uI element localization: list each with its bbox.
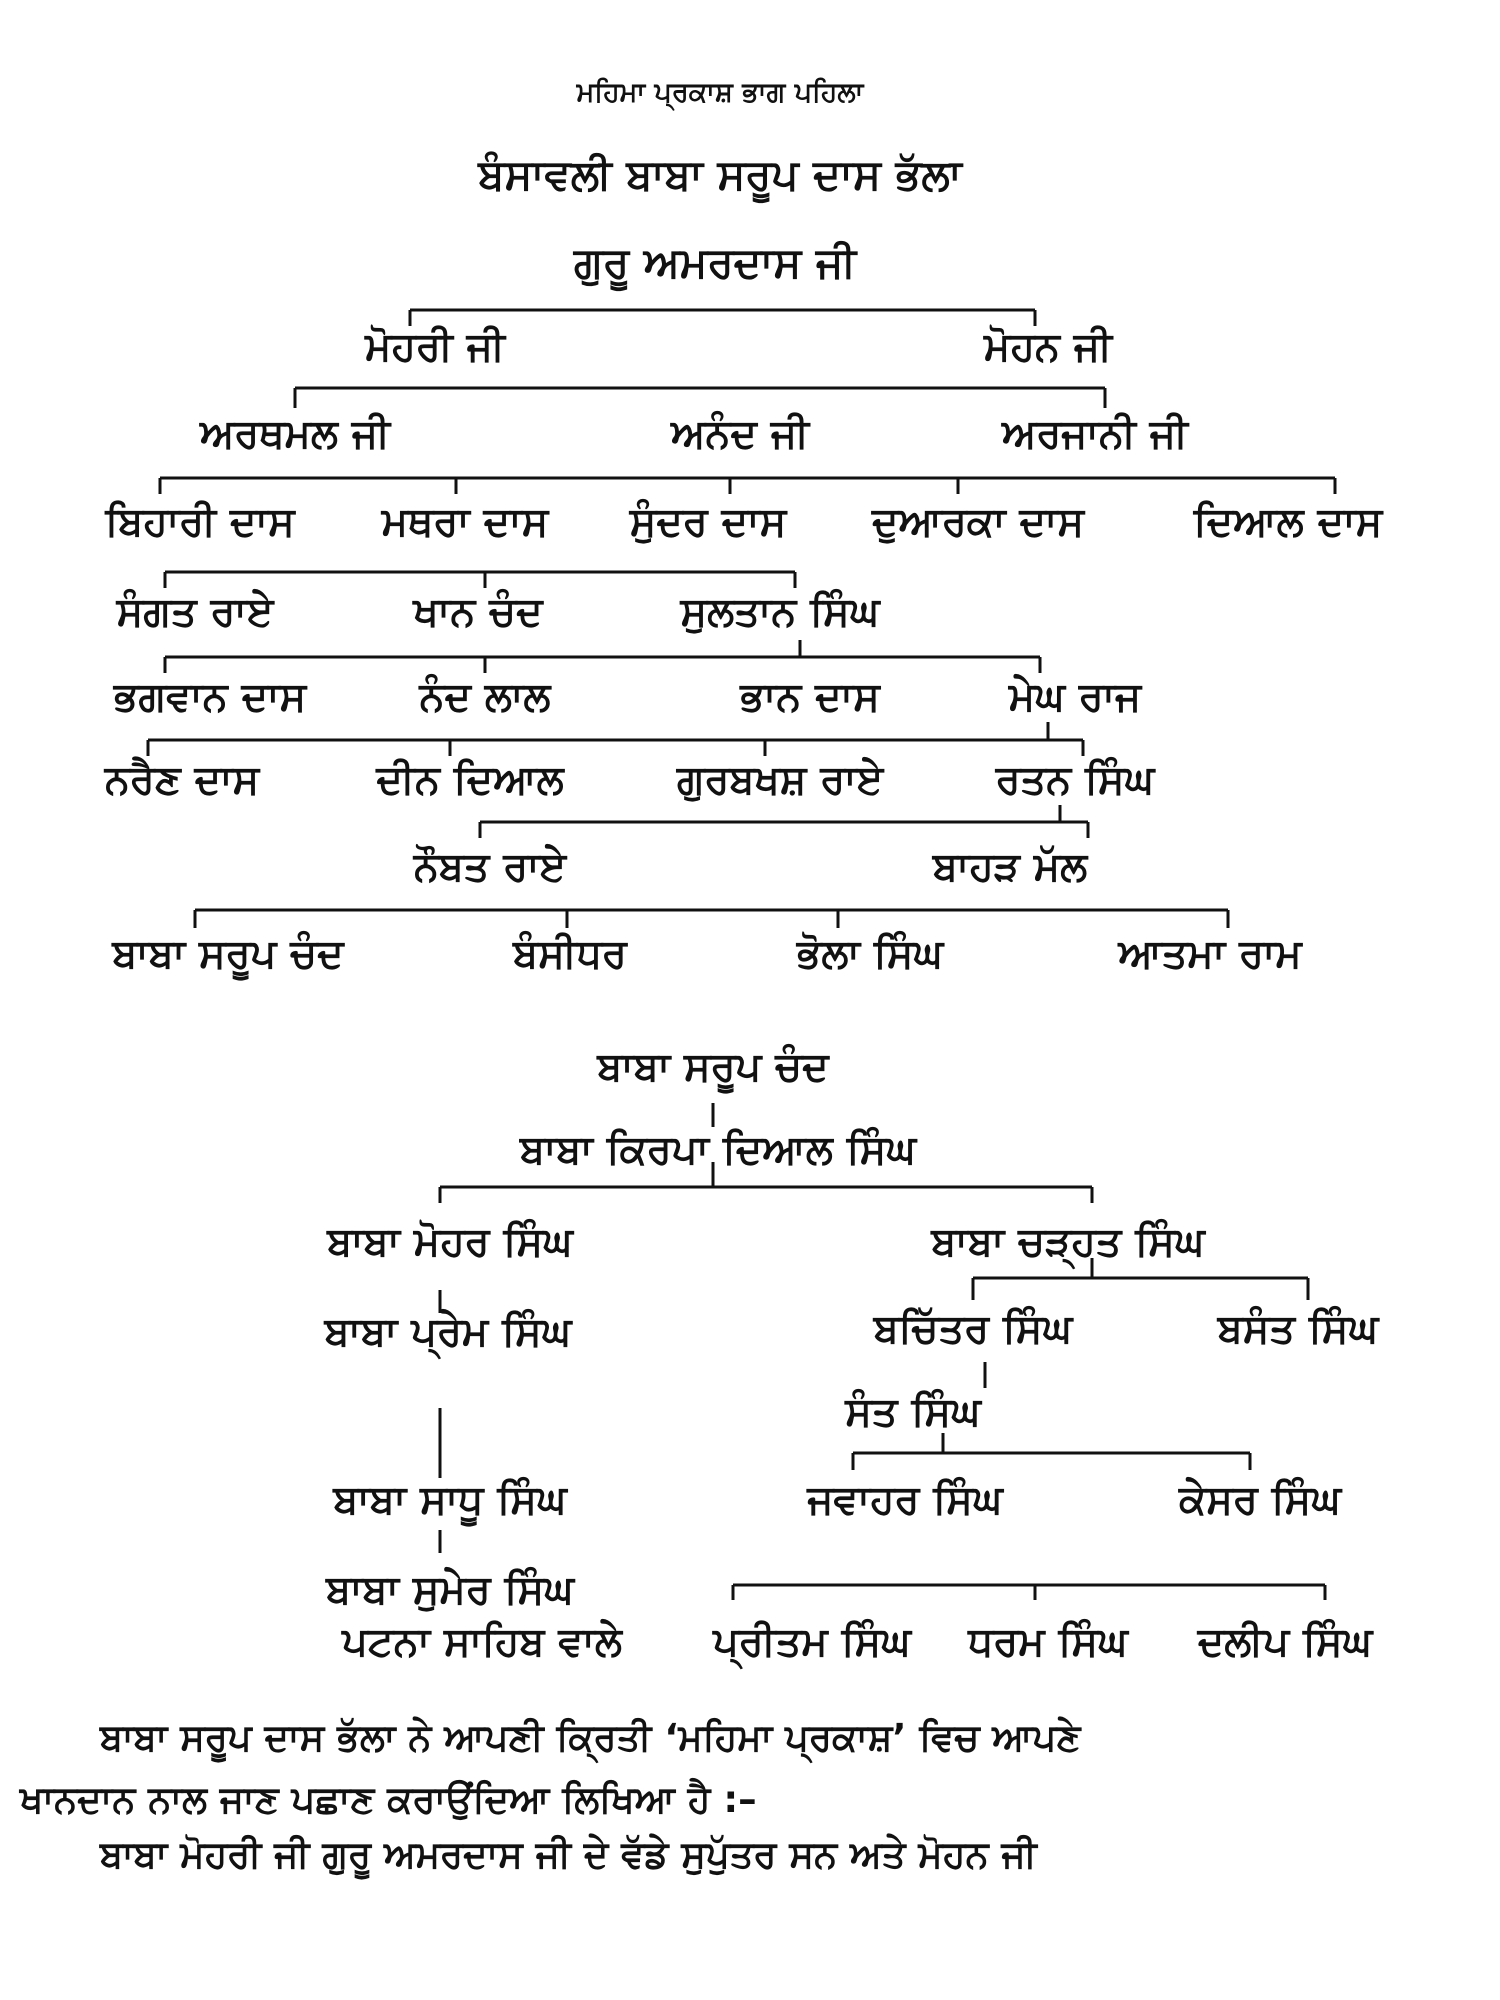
tree1-person-bansidhar: ਬੰਸੀਧਰ <box>513 931 627 977</box>
tree1-person-bahar-mal: ਬਾਹੜ ਮੱਲ <box>932 844 1088 890</box>
tree1-person-arjani: ਅਰਜਾਨੀ ਜੀ <box>1002 411 1188 457</box>
tree1-person-narain-das: ਨਰੈਣ ਦਾਸ <box>104 757 260 803</box>
paragraph-line-3: ਬਾਬਾ ਮੋਹਰੀ ਜੀ ਗੁਰੂ ਅਮਰਦਾਸ ਜੀ ਦੇ ਵੱਡੇ ਸੁਪੁੱਤਰ ਸਨ ਅਤੇ ਮੋਹਨ ਜੀ <box>100 1833 1037 1876</box>
page-title: ਬੰਸਾਵਲੀ ਬਾਬਾ ਸਰੂਪ ਦਾਸ ਭੱਲਾ <box>478 150 962 199</box>
tree1-person-deen-dial: ਦੀਨ ਦਿਆਲ <box>376 757 564 803</box>
tree2-root: ਬਾਬਾ ਸਰੂਪ ਚੰਦ <box>597 1044 829 1090</box>
tree2-person-basant-singh: ਬਸੰਤ ਸਿੰਘ <box>1217 1306 1379 1352</box>
tree1-person-sundar-das: ਸੁੰਦਰ ਦਾਸ <box>629 499 787 545</box>
tree1-person-khan-chand: ਖਾਨ ਚੰਦ <box>413 589 543 635</box>
tree2-person-kesar-singh: ਕੇਸਰ ਸਿੰਘ <box>1179 1477 1341 1523</box>
tree2-person-bachittar-singh: ਬਚਿੱਤਰ ਸਿੰਘ <box>873 1306 1073 1352</box>
tree1-person-sangat-rai: ਸੰਗਤ ਰਾਏ <box>116 589 274 635</box>
tree1-person-mohan: ਮੋਹਨ ਜੀ <box>984 324 1112 370</box>
tree1-person-bhan-das: ਭਾਨ ਦਾਸ <box>740 674 880 720</box>
tree2-person-pritam-singh: ਪ੍ਰੀਤਮ ਸਿੰਘ <box>713 1619 911 1665</box>
tree1-person-mathra-das: ਮਥਰਾ ਦਾਸ <box>381 499 549 545</box>
tree1-person-nand-lal: ਨੰਦ ਲਾਲ <box>419 674 551 720</box>
tree1-person-anand: ਅਨੰਦ ਜੀ <box>671 411 809 457</box>
paragraph-line-1: ਬਾਬਾ ਸਰੂਪ ਦਾਸ ਭੱਲਾ ਨੇ ਆਪਣੀ ਕ੍ਰਿਤੀ ‘ਮਹਿਮਾ ਪ੍ਰਕਾਸ਼’ ਵਿਚ ਆਪਣੇ <box>100 1716 1081 1759</box>
tree1-person-baba-sarup-chand: ਬਾਬਾ ਸਰੂਪ ਚੰਦ <box>112 931 344 977</box>
tree1-person-naubat-rai: ਨੌਬਤ ਰਾਏ <box>413 844 567 890</box>
tree1-person-ratan-singh: ਰਤਨ ਸਿੰਘ <box>995 757 1155 803</box>
tree2-person-dalip-singh: ਦਲੀਪ ਸਿੰਘ <box>1197 1619 1373 1665</box>
tree2-label-patna-sahib: ਪਟਨਾ ਸਾਹਿਬ ਵਾਲੇ <box>342 1619 622 1665</box>
tree1-person-bhola-singh: ਭੋਲਾ ਸਿੰਘ <box>796 931 944 977</box>
tree2-person-charat-singh: ਬਾਬਾ ਚੜ੍ਹਤ ਸਿੰਘ <box>931 1219 1205 1265</box>
tree2-person-sumer-singh: ਬਾਬਾ ਸੁਮੇਰ ਸਿੰਘ <box>326 1567 574 1613</box>
tree1-person-dial-das: ਦਿਆਲ ਦਾਸ <box>1193 499 1383 545</box>
tree1-person-duarka-das: ਦੁਆਰਕਾ ਦਾਸ <box>871 499 1085 545</box>
tree1-person-sultan-singh: ਸੁਲਤਾਨ ਸਿੰਘ <box>680 589 880 635</box>
tree2-person-sadhu-singh: ਬਾਬਾ ਸਾਧੂ ਸਿੰਘ <box>333 1477 567 1523</box>
tree1-person-megh-raj: ਮੇਘ ਰਾਜ <box>1008 674 1142 720</box>
tree1-person-mohri: ਮੋਹਰੀ ਜੀ <box>365 324 505 370</box>
tree2-person-dharam-singh: ਧਰਮ ਸਿੰਘ <box>968 1619 1128 1665</box>
tree1-root: ਗੁਰੂ ਅਮਰਦਾਸ ਜੀ <box>573 238 857 287</box>
paragraph-line-2: ਖਾਨਦਾਨ ਨਾਲ ਜਾਣ ਪਛਾਣ ਕਰਾਉਂਦਿਆ ਲਿਖਿਆ ਹੈ :– <box>20 1778 757 1821</box>
tree2-person-jawahar-singh: ਜਵਾਹਰ ਸਿੰਘ <box>807 1477 1003 1523</box>
tree1-person-gurbakhsh-rai: ਗੁਰਬਖਸ਼ ਰਾਏ <box>676 757 884 803</box>
tree2-person-kirpa-dial-singh: ਬਾਬਾ ਕਿਰਪਾ ਦਿਆਲ ਸਿੰਘ <box>520 1127 916 1173</box>
tree2-person-prem-singh: ਬਾਬਾ ਪ੍ਰੇਮ ਸਿੰਘ <box>324 1309 572 1355</box>
page-header: ਮਹਿਮਾ ਪ੍ਰਕਾਸ਼ ਭਾਗ ਪਹਿਲਾ <box>576 77 864 108</box>
tree1-person-atma-ram: ਆਤਮਾ ਰਾਮ <box>1118 931 1302 977</box>
tree1-person-bihari-das: ਬਿਹਾਰੀ ਦਾਸ <box>105 499 295 545</box>
tree2-person-sant-singh: ਸੰਤ ਸਿੰਘ <box>845 1389 981 1435</box>
tree1-person-arthmal: ਅਰਥਮਲ ਜੀ <box>199 411 391 457</box>
tree2-person-mohar-singh: ਬਾਬਾ ਮੋਹਰ ਸਿੰਘ <box>327 1219 573 1265</box>
tree1-person-bhagwan-das: ਭਗਵਾਨ ਦਾਸ <box>113 674 307 720</box>
